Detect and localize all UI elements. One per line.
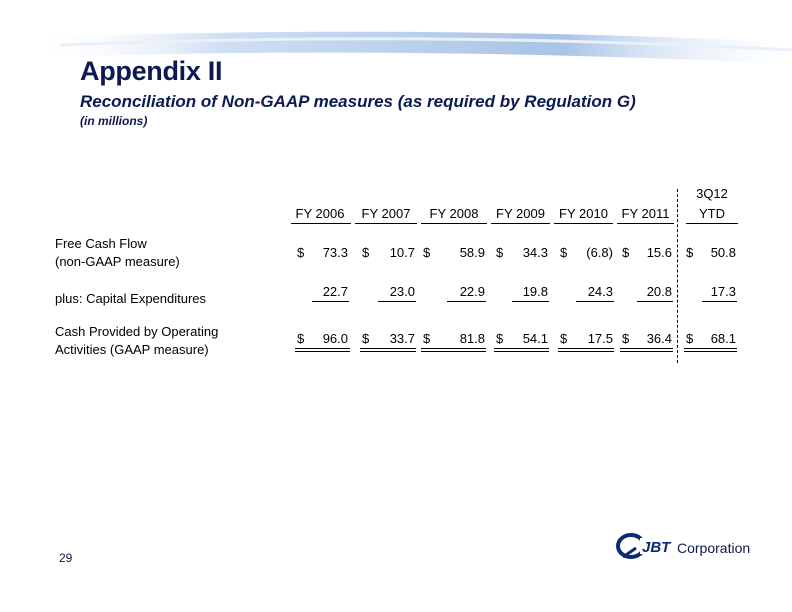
currency-symbol: $ — [686, 331, 694, 346]
row-label-line: Free Cash Flow — [55, 236, 147, 251]
currency-symbol: $ — [496, 331, 504, 346]
currency-symbol: $ — [423, 245, 431, 260]
currency-symbol: $ — [297, 331, 305, 346]
subtotal-underline — [312, 301, 349, 302]
row-label-capital-expenditures — [55, 290, 206, 308]
column-header: FY 2008 — [429, 206, 479, 221]
page-number: 29 — [59, 551, 73, 565]
row-label-free-cash-flow — [55, 235, 180, 271]
cell-value: 33.7 — [389, 331, 415, 346]
company-name: Corporation — [677, 540, 751, 556]
currency-symbol: $ — [560, 331, 568, 346]
total-double-underline — [494, 348, 549, 352]
currency-symbol: $ — [297, 245, 305, 260]
cell-value: 54.1 — [522, 331, 548, 346]
header-underline — [686, 223, 738, 224]
cell-value: 58.9 — [459, 245, 485, 260]
cell-value: 22.9 — [459, 284, 485, 299]
header-underline — [421, 223, 487, 224]
currency-symbol: $ — [686, 245, 694, 260]
cell-value: 15.6 — [646, 245, 672, 260]
cell-value: 34.3 — [522, 245, 548, 260]
currency-symbol: $ — [496, 245, 504, 260]
units-note: (in millions) — [80, 114, 148, 128]
subtotal-underline — [576, 301, 614, 302]
column-header: FY 2009 — [496, 206, 545, 221]
page-subtitle: Reconciliation of Non-GAAP measures (as required by Regulation G) — [80, 92, 636, 111]
currency-symbol: $ — [622, 245, 630, 260]
header-underline — [491, 223, 550, 224]
cell-value: 24.3 — [587, 284, 613, 299]
cell-value: 68.1 — [710, 331, 736, 346]
subtotal-underline — [637, 301, 673, 302]
cell-value: 17.3 — [710, 284, 736, 299]
subtotal-underline — [702, 301, 737, 302]
column-header: FY 2010 — [559, 206, 608, 221]
currency-symbol: $ — [560, 245, 568, 260]
cell-value: 36.4 — [646, 331, 672, 346]
row-label-line: Activities (GAAP measure) — [55, 342, 209, 357]
total-double-underline — [421, 348, 486, 352]
currency-symbol: $ — [362, 331, 370, 346]
header-underline — [355, 223, 417, 224]
currency-symbol: $ — [622, 331, 630, 346]
currency-symbol: $ — [362, 245, 370, 260]
row-label-line: (non-GAAP measure) — [55, 254, 180, 269]
total-double-underline — [558, 348, 614, 352]
row-label-operating-cash — [55, 323, 218, 359]
currency-symbol: $ — [423, 331, 431, 346]
column-header-top: 3Q12 — [696, 186, 728, 201]
cell-value: 50.8 — [710, 245, 736, 260]
ytd-separator-line — [677, 189, 678, 363]
column-header: FY 2007 — [361, 206, 411, 221]
header-underline — [554, 223, 613, 224]
cell-value: 96.0 — [322, 331, 348, 346]
subtotal-underline — [378, 301, 416, 302]
header-underline — [617, 223, 674, 224]
cell-value: 20.8 — [646, 284, 672, 299]
total-double-underline — [360, 348, 416, 352]
cell-value: (6.8) — [586, 245, 613, 260]
subtotal-underline — [447, 301, 486, 302]
column-header: YTD — [699, 206, 725, 221]
subtotal-underline — [512, 301, 549, 302]
row-label-line: plus: Capital Expenditures — [55, 291, 207, 306]
total-double-underline — [684, 348, 737, 352]
cell-value: 17.5 — [587, 331, 613, 346]
cell-value: 10.7 — [389, 245, 415, 260]
logo-text: JBT — [642, 539, 671, 556]
column-header: FY 2006 — [295, 206, 345, 221]
total-double-underline — [620, 348, 673, 352]
total-double-underline — [295, 348, 350, 352]
cell-value: 22.7 — [322, 284, 348, 299]
cell-value: 23.0 — [389, 284, 415, 299]
cell-value: 73.3 — [322, 245, 348, 260]
cell-value: 19.8 — [522, 284, 548, 299]
page-title: Appendix II — [80, 56, 223, 86]
cell-value: 81.8 — [459, 331, 485, 346]
column-header: FY 2011 — [621, 206, 670, 221]
header-underline — [291, 223, 351, 224]
row-label-line: Cash Provided by Operating — [55, 324, 219, 339]
